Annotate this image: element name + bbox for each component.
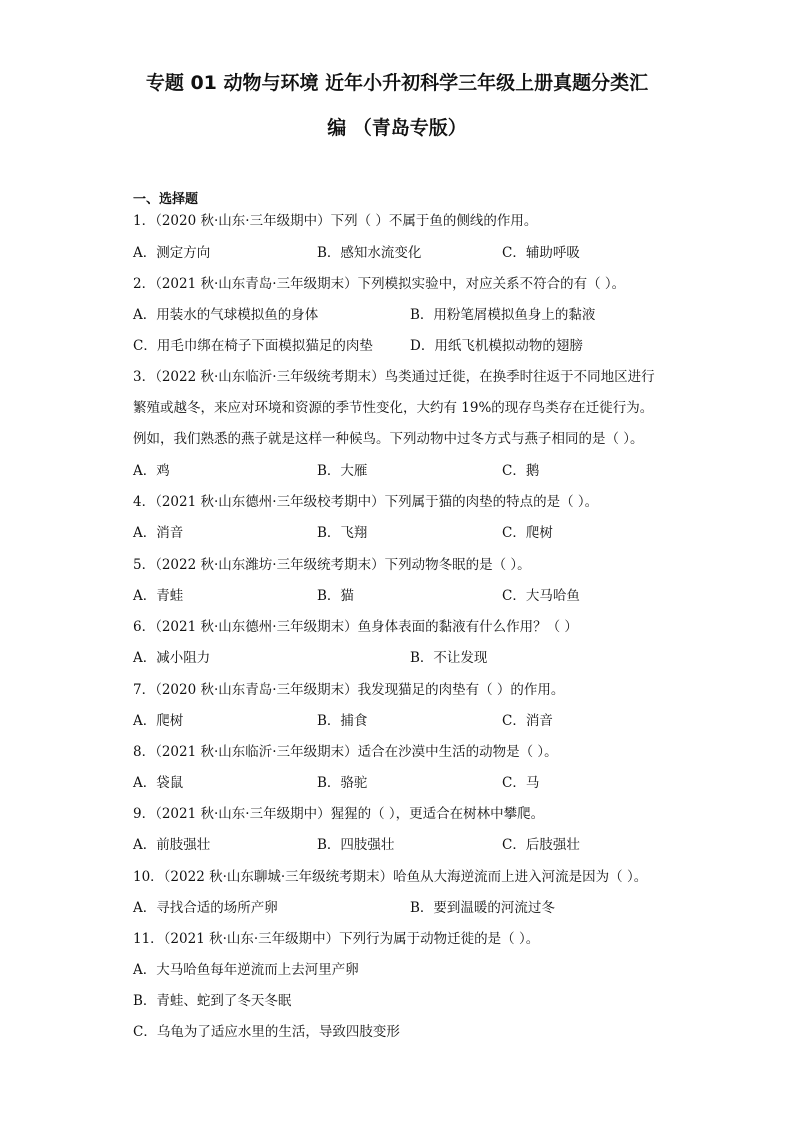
question-4-option-a: A．消音 <box>133 525 184 541</box>
question-1-option-a: A．测定方向 <box>133 245 211 261</box>
question-3-option-b: B．大雁 <box>317 463 368 479</box>
question-7-option-a: A．爬树 <box>133 713 184 729</box>
question-8-option-a: A．袋鼠 <box>133 775 184 791</box>
question-8-option-c: C．马 <box>502 775 540 791</box>
question-4-option-b: B．飞翔 <box>317 525 368 541</box>
question-8-option-b: B．骆驼 <box>317 775 368 791</box>
question-2-stem: 2．（2021 秋·山东青岛·三年级期末）下列模拟实验中，对应关系不符合的有（ ）。 <box>133 276 626 292</box>
question-2-option-a: A．用装水的气球模拟鱼的身体 <box>133 307 319 323</box>
question-11-option-a: A．大马哈鱼每年逆流而上去河里产卵 <box>133 962 359 978</box>
question-6-stem: 6．（2021 秋·山东德州·三年级期末）鱼身体表面的黏液有什么作用？（ ） <box>133 619 578 635</box>
question-4-stem: 4．（2021 秋·山东德州·三年级校考期中）下列属于猫的肉垫的特点的是（ ）。 <box>133 494 599 510</box>
question-7-option-c: C．消音 <box>502 713 553 729</box>
question-8-stem: 8．（2021 秋·山东临沂·三年级期末）适合在沙漠中生活的动物是（ ）。 <box>133 744 558 760</box>
section-heading: 一、选择题 <box>133 192 199 207</box>
question-1-option-b: B．感知水流变化 <box>317 245 422 261</box>
document-title-line-1: 专题 01 动物与环境 近年小升初科学三年级上册真题分类汇 <box>145 72 649 94</box>
question-7-stem: 7．（2020 秋·山东青岛·三年级期末）我发现猫足的肉垫有（ ）的作用。 <box>133 682 565 698</box>
question-3-stem-line-1: 3．（2022 秋·山东临沂·三年级统考期末）鸟类通过迁徙，在换季时往返于不同地区进行 <box>133 369 655 385</box>
question-2-option-d: D．用纸飞机模拟动物的翅膀 <box>410 338 583 354</box>
question-3-stem-line-2: 繁殖或越冬，来应对环境和资源的季节性变化，大约有 19%的现存鸟类存在迁徙行为。 <box>133 400 654 416</box>
question-10-option-b: B．要到温暖的河流过冬 <box>410 900 555 916</box>
document-title-line-2: 编 （青岛专版） <box>327 117 467 139</box>
question-6-option-a: A．减小阻力 <box>133 650 211 666</box>
question-3-option-a: A．鸡 <box>133 463 170 479</box>
question-10-option-a: A．寻找合适的场所产卵 <box>133 900 278 916</box>
question-11-option-c: C．乌龟为了适应水里的生活，导致四肢变形 <box>133 1024 400 1040</box>
question-3-option-c: C．鹅 <box>502 463 540 479</box>
question-5-stem: 5．（2022 秋·山东潍坊·三年级统考期末）下列动物冬眠的是（ ）。 <box>133 557 531 573</box>
question-1-stem: 1．（2020 秋·山东·三年级期中）下列（ ）不属于鱼的侧线的作用。 <box>133 213 538 229</box>
question-4-option-c: C．爬树 <box>502 525 553 541</box>
question-5-option-b: B．猫 <box>317 588 354 604</box>
question-9-option-b: B．四肢强壮 <box>317 837 395 853</box>
question-3-stem-line-3: 例如，我们熟悉的燕子就是这样一种候鸟。下列动物中过冬方式与燕子相同的是（ ）。 <box>133 431 644 447</box>
question-2-option-b: B．用粉笔屑模拟鱼身上的黏液 <box>410 307 596 323</box>
question-5-option-a: A．青蛙 <box>133 588 184 604</box>
question-11-option-b: B．青蛙、蛇到了冬天冬眠 <box>133 993 292 1009</box>
question-7-option-b: B．捕食 <box>317 713 368 729</box>
question-9-option-a: A．前肢强壮 <box>133 837 211 853</box>
question-11-stem: 11．（2021 秋·山东·三年级期中）下列行为属于动物迁徙的是（ ）。 <box>133 931 540 947</box>
question-9-stem: 9．（2021 秋·山东·三年级期中）猩猩的（ ），更适合在树林中攀爬。 <box>133 806 545 822</box>
question-6-option-b: B．不让发现 <box>410 650 488 666</box>
question-9-option-c: C．后肢强壮 <box>502 837 580 853</box>
question-1-option-c: C．辅助呼吸 <box>502 245 580 261</box>
question-5-option-c: C．大马哈鱼 <box>502 588 580 604</box>
question-2-option-c: C．用毛巾绑在椅子下面模拟猫足的肉垫 <box>133 338 373 354</box>
question-10-stem: 10．（2022 秋·山东聊城·三年级统考期末）哈鱼从大海逆流而上进入河流是因为（ ）。 <box>133 869 648 885</box>
